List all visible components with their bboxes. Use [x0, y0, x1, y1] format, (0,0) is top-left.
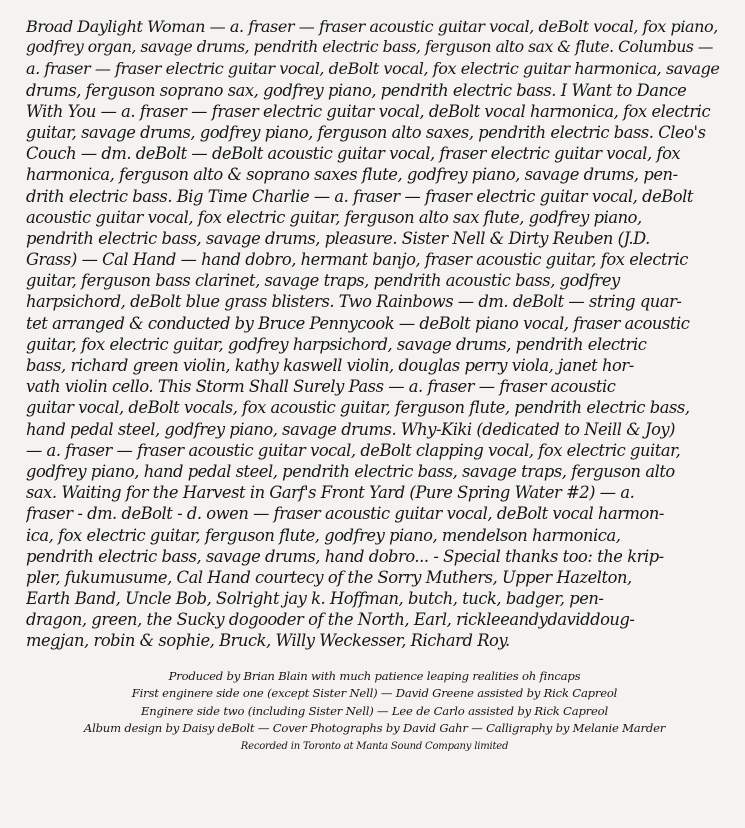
notes-line: Grass) — Cal Hand — hand dobro, hermant banjo, fraser acoustic guitar, fox electric	[26, 250, 688, 270]
track-credits-text	[26, 16, 723, 652]
notes-line: megjan, robin & sophie, Bruck, Willy Weckesser, Richard Roy.	[26, 631, 510, 651]
notes-line: pendrith electric bass, savage drums, hand dobro... - Special thanks too: the krip-	[26, 546, 664, 566]
notes-line: drums, ferguson soprano sax, godfrey piano, pendrith electric bass. I Want to Dance	[26, 80, 687, 100]
notes-line: bass, richard green violin, kathy kaswell violin, douglas perry viola, janet hor-	[26, 356, 634, 375]
notes-line: Earth Band, Uncle Bob, Solright jay k. Hoffman, butch, tuck, badger, pen-	[26, 589, 604, 609]
notes-line: guitar, fox electric guitar, godfrey harpsichord, savage drums, pendrith electric	[26, 334, 647, 354]
producer-credit: Produced by Brian Blain with much patience leaping realities oh fincaps	[168, 668, 581, 683]
notes-line: a. fraser — fraser electric guitar vocal, deBolt vocal, fox electric guitar harmonica, savage	[26, 59, 720, 79]
notes-line: sax. Waiting for the Harvest in Garf's Front Yard (Pure Spring Water #2) — a.	[26, 483, 635, 503]
notes-line: godfrey piano, hand pedal steel, pendrith electric bass, savage traps, ferguson alto	[26, 461, 675, 481]
notes-line: fraser - dm. deBolt - d. owen — fraser acoustic guitar vocal, deBolt vocal harmon-	[26, 504, 664, 524]
notes-line: tet arranged & conducted by Bruce Pennycook — deBolt piano vocal, fraser acoustic	[26, 313, 690, 333]
notes-line: — a. fraser — fraser acoustic guitar vocal, deBolt clapping vocal, fox electric guitar,	[26, 440, 681, 460]
recording-studio-credit: Recorded in Toronto at Manta Sound Company limited	[240, 740, 509, 752]
notes-line: vath violin cello. This Storm Shall Surely Pass — a. fraser — fraser acoustic	[26, 377, 616, 397]
notes-line: Couch — dm. deBolt — deBolt acoustic guitar vocal, fraser electric guitar vocal, fox	[26, 144, 681, 164]
notes-line: Broad Daylight Woman — a. fraser — fraser acoustic guitar vocal, deBolt vocal, fox piano,	[26, 17, 718, 36]
notes-line: dragon, green, the Sucky dogooder of the North, Earl, rickleeandydaviddoug-	[26, 610, 635, 630]
notes-line: drith electric bass. Big Time Charlie — a. fraser — fraser electric guitar vocal, deBolt	[26, 186, 693, 206]
notes-line: harmonica, ferguson alto & soprano saxes flute, godfrey piano, savage drums, pen-	[26, 165, 678, 185]
engineer-side-one-credit: First enginere side one (except Sister Nell) — David Greene assisted by Rick Capreol	[131, 686, 618, 701]
engineer-side-two-credit: Enginere side two (including Sister Nell) — Lee de Carlo assisted by Rick Capreol	[141, 703, 608, 718]
notes-line: acoustic guitar vocal, fox electric guitar, ferguson alto sax flute, godfrey piano,	[26, 207, 642, 227]
notes-line: harpsichord, deBolt blue grass blisters. Two Rainbows — dm. deBolt — string quar-	[26, 292, 682, 312]
notes-line: guitar vocal, deBolt vocals, fox acoustic guitar, ferguson flute, pendrith electric bass,	[26, 398, 690, 418]
notes-line: hand pedal steel, godfrey piano, savage drums. Why-Kiki (dedicated to Neill & Joy)	[26, 419, 676, 439]
notes-line: ica, fox electric guitar, ferguson flute, godfrey piano, mendelson harmonica,	[26, 525, 621, 545]
design-photo-calligraphy-credit: Album design by Daisy deBolt — Cover Photographs by David Gahr — Calligraphy by Melanie Marder	[83, 721, 666, 736]
notes-line: pendrith electric bass, savage drums, pleasure. Sister Nell & Dirty Reuben (J.D.	[26, 228, 650, 248]
notes-line: godfrey organ, savage drums, pendrith electric bass, ferguson alto sax & flute. Columbus —	[26, 38, 714, 57]
notes-line: guitar, ferguson bass clarinet, savage traps, pendrith acoustic bass, godfrey	[26, 271, 620, 291]
notes-line: guitar, savage drums, godfrey piano, ferguson alto saxes, pendrith electric bass. Cleo's	[26, 122, 706, 142]
notes-line: pler, fukumusume, Cal Hand courtecy of the Sorry Muthers, Upper Hazelton,	[26, 567, 632, 587]
notes-line: With You — a. fraser — fraser electric guitar vocal, deBolt vocal harmonica, fox electric	[26, 101, 711, 121]
production-credits	[26, 668, 723, 756]
